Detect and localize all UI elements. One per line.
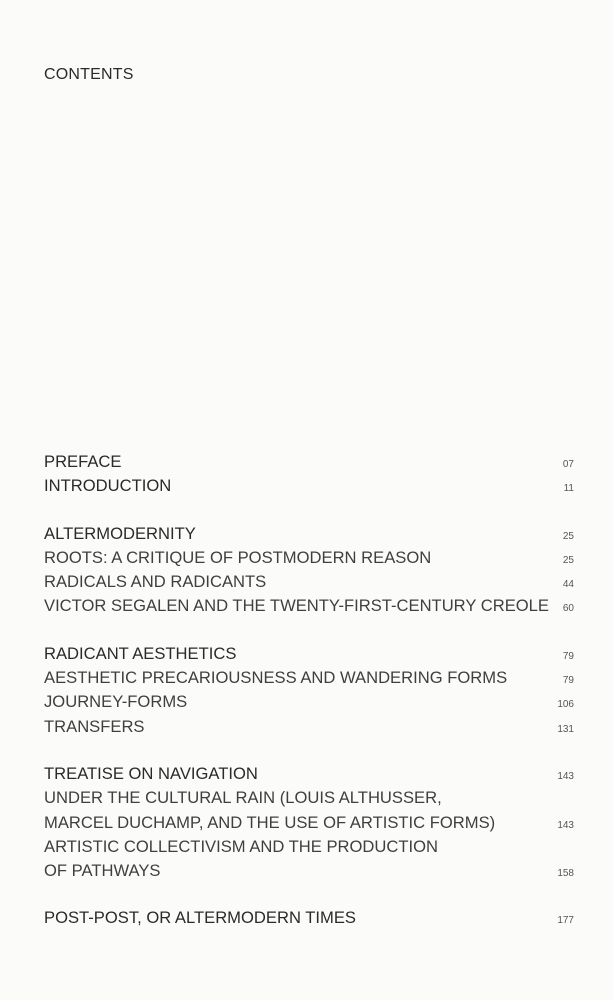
entry-page-number: 25: [562, 530, 574, 542]
entry-page-number: 07: [562, 459, 574, 470]
entry-page-number: 79: [562, 650, 574, 662]
entry-title: OF PATHWAYS: [44, 861, 161, 881]
entry-title: MARCEL DUCHAMP, AND THE USE OF ARTISTIC FORMS): [44, 812, 496, 832]
toc-subsection-entry: [44, 788, 574, 812]
toc-section: [44, 644, 574, 741]
entry-page-number: 131: [557, 723, 574, 735]
contents-heading: CONTENTS: [44, 66, 134, 83]
toc-chapter-entry: [44, 524, 574, 548]
toc-subsection-entry: [44, 692, 574, 716]
toc-section: [44, 908, 574, 932]
toc-subsection-entry: [44, 837, 574, 861]
toc-subsection-entry: [44, 668, 574, 692]
toc-chapter-entry: [44, 452, 574, 476]
entry-title: JOURNEY-FORMS: [44, 692, 188, 712]
toc-subsection-entry: [44, 572, 574, 596]
entry-page-number: 143: [557, 770, 574, 782]
toc-chapter-entry: [44, 764, 574, 788]
toc-section: [44, 524, 574, 621]
entry-page-number: 158: [557, 868, 574, 880]
toc-subsection-entry: [44, 717, 574, 741]
entry-title: RADICANT AESTHETICS: [44, 643, 237, 663]
table-of-contents: [44, 452, 574, 956]
entry-page-number: 177: [557, 915, 574, 927]
toc-chapter-entry: [44, 476, 574, 500]
entry-title: POST-POST, OR ALTERMODERN TIMES: [44, 908, 356, 928]
entry-title: RADICALS AND RADICANTS: [44, 572, 267, 592]
entry-page-number: 11: [563, 483, 574, 495]
entry-title: UNDER THE CULTURAL RAIN (LOUIS ALTHUSSER,: [44, 788, 442, 808]
toc-subsection-entry: [44, 596, 574, 620]
entry-title: ROOTS: A CRITIQUE OF POSTMODERN REASON: [44, 547, 432, 567]
entry-title: AESTHETIC PRECARIOUSNESS AND WANDERING FORMS: [44, 668, 508, 688]
toc-subsection-entry: [44, 548, 574, 572]
toc-section: [44, 764, 574, 885]
entry-title: VICTOR SEGALEN AND THE TWENTY-FIRST-CENTURY CREOLE: [44, 596, 549, 616]
entry-page-number: 106: [557, 699, 574, 711]
entry-page-number: 60: [562, 603, 574, 615]
toc-chapter-entry: [44, 644, 574, 668]
entry-title: TREATISE ON NAVIGATION: [44, 763, 258, 783]
entry-title: PREFACE: [44, 452, 122, 471]
entry-page-number: 143: [557, 819, 574, 831]
toc-subsection-entry: [44, 861, 574, 885]
entry-page-number: 79: [562, 675, 574, 687]
entry-page-number: 25: [562, 554, 574, 566]
entry-title: INTRODUCTION: [44, 476, 172, 496]
toc-chapter-entry: [44, 908, 574, 932]
toc-subsection-entry: [44, 813, 574, 837]
entry-title: ARTISTIC COLLECTIVISM AND THE PRODUCTION: [44, 836, 439, 856]
entry-title: TRANSFERS: [44, 716, 145, 736]
entry-page-number: 44: [562, 579, 574, 591]
toc-section: [44, 452, 574, 501]
entry-title: ALTERMODERNITY: [44, 523, 196, 543]
